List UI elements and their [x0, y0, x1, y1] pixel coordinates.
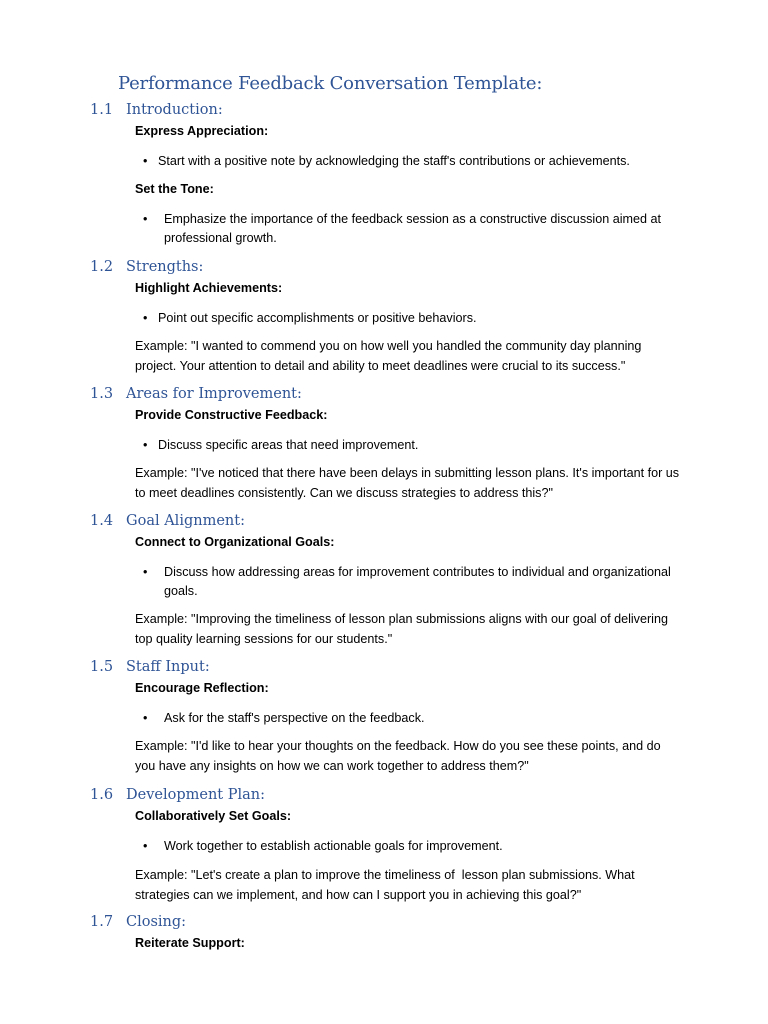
section-title: Goal Alignment:	[126, 513, 245, 529]
subheading-set-the-tone: Set the Tone:	[135, 182, 214, 196]
subheading-encourage-reflection: Encourage Reflection:	[135, 681, 269, 695]
section-number: 1.4	[90, 513, 114, 529]
bullet-icon: •	[143, 438, 148, 452]
example-text: Example: "I've noticed that there have been delays in submitting lesson plans. It's important for us to meet deadlines consistently. Can we discuss strategies to address this?"	[135, 466, 680, 500]
section-number: 1.2	[90, 259, 114, 275]
subheading-connect-to-organizational-goals: Connect to Organizational Goals:	[135, 535, 335, 549]
list-item-text: Discuss specific areas that need improvement.	[158, 438, 419, 452]
bullet-icon: •	[143, 212, 148, 226]
section-number: 1.5	[90, 659, 114, 675]
section-number: 1.6	[90, 787, 114, 803]
list-item	[135, 709, 695, 728]
list-item-text: Point out specific accomplishments or positive behaviors.	[158, 311, 477, 325]
section-heading	[90, 259, 203, 275]
list-item	[135, 309, 695, 328]
section-title: Introduction:	[126, 102, 223, 118]
list-item-text: Ask for the staff's perspective on the feedback.	[164, 711, 425, 725]
list-item-text: Emphasize the importance of the feedback session as a constructive discussion aimed at professional growth.	[164, 212, 662, 245]
example-text: Example: "I wanted to commend you on how well you handled the community day planning project. Your attention to detail and ability to meet deadlines were crucial to its success."	[135, 339, 642, 373]
bullet-icon: •	[143, 711, 148, 725]
section-title: Closing:	[126, 914, 187, 930]
bullet-icon: •	[143, 154, 148, 168]
list-item	[135, 563, 695, 601]
section-number: 1.3	[90, 386, 114, 402]
example-text: Example: "Let's create a plan to improve the timeliness of lesson plan submissions. What strategies can we implement, and how can I support you in achieving this goal?"	[135, 868, 639, 902]
subheading-reiterate-support: Reiterate Support:	[135, 936, 245, 950]
section-title: Areas for Improvement:	[126, 386, 302, 402]
list-item	[135, 837, 695, 856]
section-heading	[90, 659, 210, 675]
example-text: Example: "I'd like to hear your thoughts on the feedback. How do you see these points, and do you have any insights on how we can work together to address them?"	[135, 739, 661, 773]
section-title: Staff Input:	[126, 659, 210, 675]
section-heading	[90, 386, 302, 402]
bullet-icon: •	[143, 839, 148, 853]
list-item-text: Discuss how addressing areas for improvement contributes to individual and organizational goals.	[164, 565, 671, 598]
section-title: Development Plan:	[126, 787, 265, 803]
bullet-icon: •	[143, 565, 148, 579]
section-number: 1.7	[90, 914, 114, 930]
section-heading	[90, 102, 223, 118]
list-item	[135, 436, 695, 455]
section-heading	[90, 914, 186, 930]
section-title: Strengths:	[126, 259, 204, 275]
subheading-collaboratively-set-goals: Collaboratively Set Goals:	[135, 809, 292, 823]
list-item	[135, 210, 695, 248]
section-heading	[90, 513, 245, 529]
example-text: Example: "Improving the timeliness of lesson plan submissions aligns with our goal of delivering top quality learning sessions for our students."	[135, 612, 668, 646]
list-item	[135, 152, 695, 171]
bullet-icon: •	[143, 311, 148, 325]
document-title: Performance Feedback Conversation Template:	[118, 73, 543, 94]
subheading-highlight-achievements: Highlight Achievements:	[135, 281, 283, 295]
subheading-express-appreciation: Express Appreciation:	[135, 124, 269, 138]
section-heading	[90, 787, 265, 803]
subheading-provide-constructive-feedback: Provide Constructive Feedback:	[135, 408, 328, 422]
list-item-text: Start with a positive note by acknowledging the staff's contributions or achievements.	[158, 154, 630, 168]
list-item-text: Work together to establish actionable goals for improvement.	[164, 839, 503, 853]
section-number: 1.1	[90, 102, 114, 118]
